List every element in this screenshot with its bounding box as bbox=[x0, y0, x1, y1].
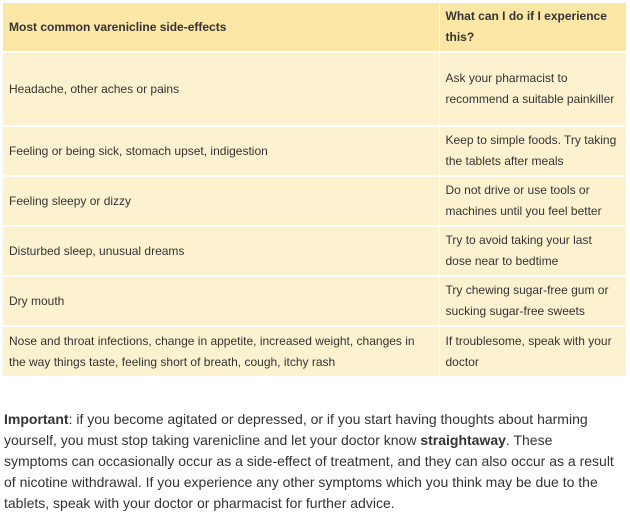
advice-cell: Try to avoid taking your last dose near to bedtime bbox=[439, 226, 626, 276]
side-effect-cell: Feeling or being sick, stomach upset, indigestion bbox=[3, 126, 439, 176]
table-row bbox=[3, 276, 626, 326]
important-note bbox=[4, 409, 619, 514]
side-effect-cell: Headache, other aches or pains bbox=[3, 52, 439, 126]
advice-cell: Ask your pharmacist to recommend a suitable painkiller bbox=[439, 52, 626, 126]
important-emphasis: straightaway bbox=[420, 432, 506, 448]
side-effect-cell: Feeling sleepy or dizzy bbox=[3, 176, 439, 226]
table-header-row bbox=[3, 3, 626, 52]
side-effect-cell: Dry mouth bbox=[3, 276, 439, 326]
side-effects-table bbox=[3, 3, 626, 376]
important-text-before: : if you become agitated or depressed, or if you start having thoughts about harming yourself, you must stop taking varenicline and let your doctor know bbox=[4, 411, 588, 448]
side-effect-cell: Disturbed sleep, unusual dreams bbox=[3, 226, 439, 276]
table-row bbox=[3, 176, 626, 226]
table-row bbox=[3, 52, 626, 126]
side-effect-cell: Nose and throat infections, change in appetite, increased weight, changes in the way things taste, feeling short of breath, cough, itchy rash bbox=[3, 326, 439, 376]
table-row bbox=[3, 126, 626, 176]
advice-cell: If troublesome, speak with your doctor bbox=[439, 326, 626, 376]
header-side-effects: Most common varenicline side-effects bbox=[3, 3, 439, 52]
table-row bbox=[3, 226, 626, 276]
important-text-after: . These symptoms can occasionally occur as a side-effect of treatment, and they can also occur as a result of nicotine withdrawal. If you experience any other symptoms which you think may be due to the tablets, speak with your doctor or pharmacist for further advice. bbox=[4, 432, 614, 511]
table-row bbox=[3, 326, 626, 376]
advice-cell: Keep to simple foods. Try taking the tablets after meals bbox=[439, 126, 626, 176]
advice-cell: Do not drive or use tools or machines until you feel better bbox=[439, 176, 626, 226]
advice-cell: Try chewing sugar-free gum or sucking sugar-free sweets bbox=[439, 276, 626, 326]
header-advice: What can I do if I experience this? bbox=[439, 3, 626, 52]
important-label: Important bbox=[4, 411, 69, 427]
